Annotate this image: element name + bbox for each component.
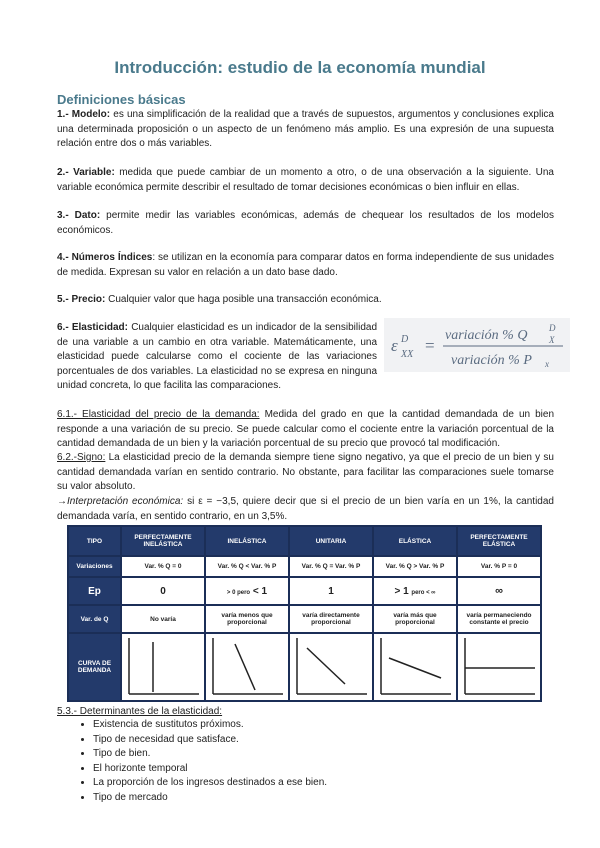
def-modelo-label: 1.- Modelo: xyxy=(57,109,111,120)
curve-perfectly-elastic xyxy=(459,634,539,698)
def-indices xyxy=(57,251,554,280)
varq-cell: varía directamente proporcional xyxy=(289,605,373,633)
curve-cell xyxy=(205,633,289,701)
type-cell: INELÁSTICA xyxy=(205,526,289,556)
table-row-type xyxy=(68,526,541,556)
formula-numerator: variación % Q xyxy=(445,328,528,343)
variation-cell: Var. % P = 0 xyxy=(457,556,541,577)
def-modelo xyxy=(57,108,554,152)
ep-main: < 1 xyxy=(252,585,268,597)
variation-cell: Var. % Q = 0 xyxy=(121,556,205,577)
def-dato-label: 3.- Dato: xyxy=(57,210,101,221)
variation-cell: Var. % Q = Var. % P xyxy=(289,556,373,577)
section-6-2-label: 6.2.-Signo: xyxy=(57,452,106,463)
list-item: • La proporción de los ingresos destinados a ese bien. xyxy=(93,776,327,791)
curve-cell xyxy=(289,633,373,701)
determinants-heading: 5.3.- Determinantes de la elasticidad: xyxy=(57,706,223,717)
interpretation-label: Interpretación económica: xyxy=(67,496,184,507)
ep-cell xyxy=(121,577,205,605)
curve-cell xyxy=(121,633,205,701)
curve-cell xyxy=(373,633,457,701)
formula-lhs-sup: D xyxy=(401,334,409,345)
def-variable xyxy=(57,166,554,195)
ep-cell xyxy=(373,577,457,605)
curve-elastic xyxy=(375,634,455,698)
curve-unitary xyxy=(291,634,371,698)
section-6-1 xyxy=(57,408,554,452)
formula-lhs-sub: XX xyxy=(401,349,414,360)
formula-lhs: ε xyxy=(391,336,398,355)
ep-post: pero < ∞ xyxy=(411,589,436,596)
ep-cell xyxy=(289,577,373,605)
section-6-1-text: Medida del grado en que la cantidad demandada de un bien responde a una variación de su precio. Se puede calcular como el cociente entre la variación porcentual de la cantidad demandada de un bien y la variación porcentual de su precio que provocó tal modificación. xyxy=(57,409,555,449)
row-label-type: TIPO xyxy=(68,526,121,556)
type-cell: UNITARIA xyxy=(289,526,373,556)
formula-denominator: variación % P xyxy=(451,353,532,368)
varq-cell: varía permaneciendo constante el precio xyxy=(457,605,541,633)
formula-den-sub: x xyxy=(545,359,549,369)
def-variable-label: 2.- Variable: xyxy=(57,167,115,178)
curve-cell xyxy=(457,633,541,701)
curve-perfectly-inelastic xyxy=(123,634,203,698)
ep-cell xyxy=(205,577,289,605)
table-row-variations xyxy=(68,556,541,577)
type-cell: ELÁSTICA xyxy=(373,526,457,556)
ep-main: ∞ xyxy=(495,585,503,597)
def-dato xyxy=(57,209,554,238)
def-precio-text: Cualquier valor que haga posible una transacción económica. xyxy=(105,294,382,305)
interpretation-arrow: → xyxy=(57,496,67,507)
type-cell: PERFECTAMENTE ELÁSTICA xyxy=(457,526,541,556)
elasticity-table xyxy=(67,525,542,702)
table-row-varq xyxy=(68,605,541,633)
formula-equals: = xyxy=(425,336,435,355)
formula-num-sub: X xyxy=(549,335,555,345)
def-variable-text: medida que puede cambiar de un momento a otro, o de una observación a la siguiente. Una variable económica permite describir el resultado de tomar decisiones económicas o bien influir en ellas. xyxy=(57,167,554,193)
row-label-curve: CURVA DE DEMANDA xyxy=(68,633,121,701)
table-row-ep xyxy=(68,577,541,605)
section-subtitle: Definiciones básicas xyxy=(57,92,186,107)
varq-cell: No varía xyxy=(121,605,205,633)
def-elasticidad-label: 6.- Elasticidad: xyxy=(57,322,128,333)
list-item: • Tipo de necesidad que satisface. xyxy=(93,733,327,748)
ep-main: > 1 xyxy=(394,585,409,597)
variation-cell: Var. % Q < Var. % P xyxy=(205,556,289,577)
ep-cell xyxy=(457,577,541,605)
def-dato-text: permite medir las variables económicas, además de chequear los resultados de los modelos económicos. xyxy=(57,210,554,236)
def-indices-text: : se utilizan en la economía para comparar datos en forma independiente de sus unidades de medida. Expresan su valor en relación a un dato base dado. xyxy=(57,252,554,278)
curve-inelastic xyxy=(207,634,287,698)
table-row-curves xyxy=(68,633,541,701)
type-cell: PERFECTAMENTE INELÁSTICA xyxy=(121,526,205,556)
def-elasticidad xyxy=(57,321,377,394)
ep-main: 0 xyxy=(160,585,166,597)
section-6-2-text: La elasticidad precio de la demanda siempre tiene signo negativo, ya que el precio de un bien y su cantidad demandada varían en sentido contrario. No obstante, para facilitar las comparaciones suele tomarse su valor absoluto. xyxy=(57,452,554,492)
interpretation xyxy=(57,495,554,524)
def-modelo-text: es una simplificación de la realidad que a través de supuestos, argumentos y conclusiones explica una determinada proposición o un aspecto de un fenómeno más amplio. Es una expresión de una supuesta relación entre dos o más variables. xyxy=(57,109,554,149)
def-precio xyxy=(57,293,554,308)
def-elasticidad-text: Cualquier elasticidad es un indicador de la sensibilidad de una variable a un cambio en otra variable. Matemáticamente, una elasticidad puede calcularse como el cociente de las variaciones porcentuales de dos variables. La elasticidad no se expresa en ninguna unidad concreta, lo que facilita las comparaciones. xyxy=(57,322,377,391)
row-label-variations: Variaciones xyxy=(68,556,121,577)
formula-svg xyxy=(385,319,569,371)
ep-main: 1 xyxy=(328,585,334,597)
list-item: • Existencia de sustitutos próximos. xyxy=(93,718,327,733)
list-item: • Tipo de bien. xyxy=(93,747,327,762)
elasticity-formula xyxy=(384,318,570,372)
determinants-list xyxy=(57,718,327,805)
row-label-ep: Ep xyxy=(68,577,121,605)
def-precio-label: 5.- Precio: xyxy=(57,294,106,305)
varq-cell: varía más que proporcional xyxy=(373,605,457,633)
def-indices-label: 4.- Números Índices xyxy=(57,252,153,263)
varq-cell: varía menos que proporcional xyxy=(205,605,289,633)
list-item: • El horizonte temporal xyxy=(93,762,327,777)
interpretation-text: si ε = −3,5, quiere decir que si el precio de un bien varía en un 1%, la cantidad demandada varía, en sentido contrario, en un 3,5%. xyxy=(57,496,554,522)
list-item: • Tipo de mercado xyxy=(93,791,327,806)
ep-pre: > 0 pero xyxy=(226,589,251,596)
formula-num-sup: D xyxy=(549,323,556,333)
row-label-varq: Var. de Q xyxy=(68,605,121,633)
page-title: Introducción: estudio de la economía mundial xyxy=(114,58,486,77)
section-6-2 xyxy=(57,451,554,495)
variation-cell: Var. % Q > Var. % P xyxy=(373,556,457,577)
section-6-1-label: 6.1.- Elasticidad del precio de la demanda: xyxy=(57,409,260,420)
